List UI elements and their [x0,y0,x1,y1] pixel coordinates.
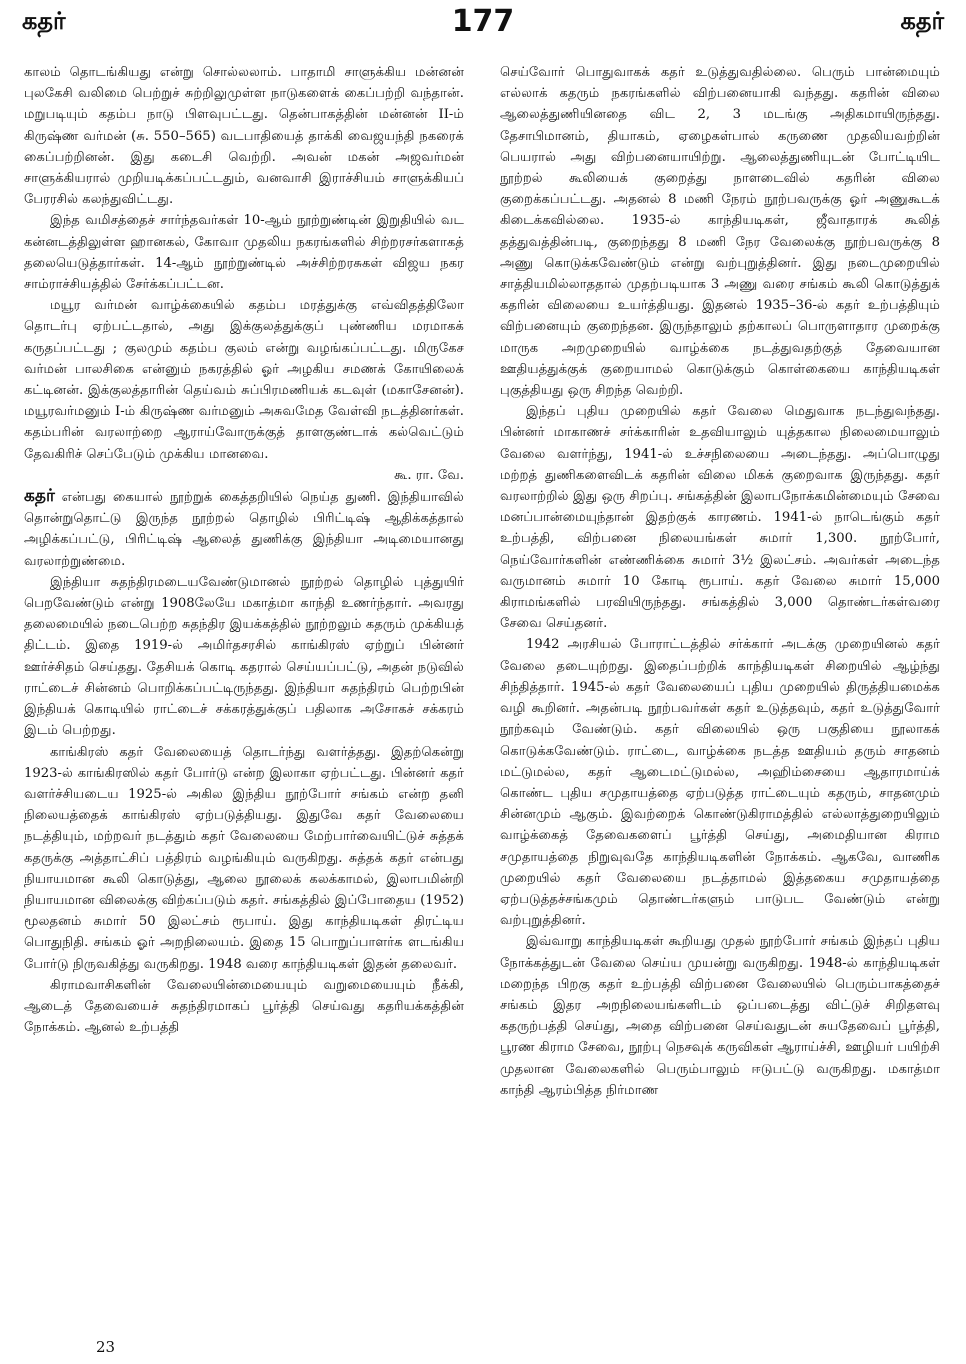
running-head-right: கதர் [900,6,944,35]
paragraph: 1942 அரசியல் போராட்டத்தில் சர்க்கார் அடக்கு முறையினல் கதர் வேலை தடையுற்றது. இதைப்பற்றிக் காந்தியடிகள் சிறையில் ஆழ்ந்து சிந்தித்தார். 1945-ல் கதர் வேலையைப் புதிய முறையில் திருத்தியமைக்க வழி கூறினர். அதன்படி நூற்பவர்கள் கதர் உடுத்தவும், கதர் உடுத்துவோர் நூற்கவும் வேண்டும். கதர் விலையில் ஒரு பகுதியை நூலாகக் கொடுக்கவேண்டும். ராட்டை, வாழ்க்கை நடத்த ஊதியம் தரும் சாதனம் மட்டுமல்ல, கதர் ஆடைமட்டுமல்ல, அஹிம்சையை ஆதாரமாய்க் கொண்ட புதிய சமுதாயத்தை ஏற்படுத்த ராட்டையும் கதரும், சாதனமும் சின்னமும் ஆகும். இவற்றைக் கொண்டுகிராமத்தில் எல்லாத்துறையிலும் வாழ்க்கைத் தேவைகளைப் பூர்த்தி செய்து, அமைதியான கிராம சமுதாயத்தை நிறுவுவதே காந்தியடிகளின் நோக்கம். ஆகவே, வாணிக முறையில் கதர் வேலையை நடத்தாமல் இத்தகைய சமுதாயத்தை ஏற்படுத்தச்சங்கமும் தொண்டர்களும் பாடுபட வேண்டும் என்று வற்புறுத்தினர். [500,637,940,929]
paragraph: மயூர வர்மன் வாழ்க்கையில் கதம்ப மரத்துக்கு எவ்விதத்திலோ தொடர்பு ஏற்பட்டதால், அது இக்குலத்துக்குப் புண்ணிய மரமாகக் கருதப்பட்டது ; குலமும் கதம்ப குலம் என்று வழங்கப்பட்டது. மிருகேச வர்மன் பாலசிகை என்னும் நகரத்தில் ஓர் அழகிய சமணக் கோயிலைக் கட்டினன். இக்குலத்தாரின் தெய்வம் சுப்பிரமணியக் கடவுள் (மகாசேனன்). மயூரவர்மனும் I-ம் கிருஷ்ண வர்மனும் அசுவமேத வேள்வி நடத்தினர்கள். கதம்பரின் வரலாற்றை ஆராய்வோருக்குத் தாளகுண்டாக் கல்வெட்டும் தேவகிரிச் செப்பேடும் முக்கிய மானவை. [24,298,464,462]
entry-paragraph [24,486,464,572]
entry-text: என்பது கையால் நூற்றுக் கைத்தறியில் நெய்த துணி. இந்தியாவில் தொன்றுதொட்டு இருந்த நூற்றல் தொழில் பிரிட்டிஷ் ஆதிக்கத்தால் அழிக்கப்பட்டு, பிரிட்டிஷ் ஆலைத் துணிக்கு இந்தியா அடிமையானது வரலாற்றுண்மை. [24,490,464,569]
paragraph: இந்தியா சுதந்திரமடையவேண்டுமானல் நூற்றல் தொழில் புத்துயிர் பெறவேண்டும் என்று 1908லேயே மகாத்மா காந்தி உணர்ந்தார். அவரது தலைமையில் நடைபெற்ற சுதந்திர இயக்கத்தில் நூற்றலும் கதரும் முக்கியத் திட்டம். இதை 1919-ல் அமிர்தசரசில் காங்கிரஸ் ஏற்றுப் பின்னர் ஊர்ச்சிதம் செய்தது. தேசியக் கொடி கதரால் செய்யப்பட்டு, அதன் நடுவில் ராட்டைச் சின்னம் பொறிக்கப்பட்டிருந்தது. இந்தியா சுதந்திரம் பெற்றபின் இந்தியக் கொடியில் ராட்டைச் சக்கரத்துக்குப் பதிலாக அசோகச் சக்கரம் இடம் பெற்றது. [24,574,464,739]
right-column [500,62,940,1330]
running-head-left: கதர் [22,6,66,35]
paragraph: கிராமவாசிகளின் வேலையின்மையையும் வறுமையையும் நீக்கி, ஆடைத் தேவையைச் சுதந்திரமாகப் பூர்த்தி செய்வது கதரியக்கத்தின் நோக்கம். ஆனல் உற்பத்தி [24,977,464,1036]
paragraph: இந்தப் புதிய முறையில் கதர் வேலை மெதுவாக நடந்துவந்தது. பின்னர் மாகாணச் சர்க்காரின் உதவியாலும் யுத்தகால நிலைமையாலும் வேலை வளர்ந்து, 1941-ல் உச்சநிலையை அடைந்தது. அப்பொழுது மற்றத் துணிகளைவிடக் கதரின் விலை மிகக் குறைவாக இருந்தது. கதர் வரலாற்றில் இது ஒரு சிறப்பு. சங்கத்தின் இலாபநோக்கமின்மையும் சேவை மனப்பான்மையுந்தான் இதற்குக் காரணம். 1941-ல் நாடெங்கும் கதர் உற்பத்தி, விற்பனை நிலையங்கள் சுமார் 1,300. நூற்போர், நெய்வோர்களின் எண்ணிக்கை சுமார் 3½ இலட்சம். அவர்கள் அடைந்த வருமானம் சுமார் 10 கோடி ரூபாய். கதர் வேலை சுமார் 15,000 கிராமங்களில் பரவியிருந்தது. சங்கத்தில் 3,000 தொண்டர்கள்வரை சேவை செய்தனர். [500,404,940,632]
paragraph: காலம் தொடங்கியது என்று சொல்லலாம். பாதாமி சாளுக்கிய மன்னன் புலகேசி வலிமை பெற்றுச் சுற்றிலுமுள்ள நாடுகளைக் கைப்பற்றி வந்தான். மறுபடியும் கதம்ப நாடு பிளவுபட்டது. தென்பாகத்தின் மன்னன் II-ம் கிருஷ்ண வர்மன் (சு. 550–565) வடபாதியைத் தாக்கி வைஜயந்தி நகரைக் கைப்பற்றினன். இது கடைசி வெற்றி. அவன் மகன் அஜவர்மன் சாளுக்கியரால் முறியடிக்கப்பட்டதும், வனவாசி இராச்சியம் சாளுக்கியப் பேரரசில் கலந்துவிட்டது. [24,65,464,208]
paragraph: இந்த வமிசத்தைச் சார்ந்தவர்கள் 10-ஆம் நூற்றுண்டின் இறுதியில் வட கன்னடத்திலுள்ள ஹானகல், கோவா முதலிய நகரங்களில் சிற்றரசர்களாகத் தலையெடுத்தார்கள். 14-ஆம் நூற்றுண்டில் அச்சிற்றரசுகள் விஜய நகர சாம்ராச்சியத்தில் சேர்க்கப்பட்டன. [24,213,464,293]
paragraph: இவ்வாறு காந்தியடிகள் கூறியது முதல் நூற்போர் சங்கம் இந்தப் புதிய நோக்கத்துடன் வேலை செய்ய முயன்று வருகிறது. 1948-ல் காந்தியடிகள் மறைந்த பிறகு கதர் உற்பத்தி விற்பனை வேலையில் பெரும்பாகத்தைச் சங்கம் இதர அறநிலையங்களிடம் ஒப்படைத்து விட்டுச் சிறிதளவு கதருற்பத்தி செய்து, அதை விற்பனை செய்வதுடன் சுயதேவைப் பூர்த்தி, பூரண கிராம சேவை, நூற்பு நெசவுக் கருவிகள் ஆராய்ச்சி, ஊழியர் பயிற்சி முதலான வேலைகளில் பெரும்பாலும் ஈடுபட்டு வருகிறது. மகாத்மா காந்தி ஆரம்பித்த நிர்மாண [500,934,940,1098]
paragraph: செய்வோர் பொதுவாகக் கதர் உடுத்துவதில்லை. பெரும் பான்மையும் எல்லாக் கதரும் நகரங்களில் விற்பனையாகி வந்தது. கதரின் விலை ஆலைத்துணியினதை விட 2, 3 மடங்கு அதிகமாயிருந்தது. தேசாபிமானம், தியாகம், ஏழைகள்பால் கருணை முதலியவற்றின் பெயரால் அது விற்பனையாயிற்று. ஆலைத்துணியுடன் போட்டியிட நூற்றல் கூலியைக் குறைத்து நாளடைவில் கதரின் விலை குறைக்கப்பட்டது. அதனல் 8 மணி நேரம் நூற்பவருக்கு ஓர் அணுகூடக் கிடைக்கவில்லை. 1935-ல் காந்தியடிகள், ஜீவாதாரக் கூலித் தத்துவத்தின்படி, குறைந்தது 8 மணி நேர வேலைக்கு நூற்பவருக்கு 8 அணு கொடுக்கவேண்டும் என்று வற்புறுத்தினர். இது நடைமுறையில் சாத்தியமில்லாததால் முதற்படியாக 3 அணு வரை சங்கம் கூலி கொடுத்துக் கதரின் விலையை உயர்த்தியது. இதனல் 1935–36-ல் கதர் உற்பத்தியும் விற்பனையும் குறைந்தன. இருந்தாலும் தற்காலப் பொருளாதார முறைக்கு மாருக அறமுறையில் வாழ்க்கை நடத்துவதற்குத் தேவையான ஊதியத்துக்குக் குறையாமல் கொடுக்கும் கொள்கையை காந்தியடிகள் புகுத்தியது ஒரு சிறந்த வெற்றி. [500,65,940,399]
entry-headword: கதர் [24,486,55,507]
page-number: 177 [451,4,515,39]
left-column [24,62,464,1330]
paragraph: காங்கிரஸ் கதர் வேலையைத் தொடர்ந்து வளர்த்தது. இதற்கென்று 1923-ல் காங்கிரஸில் கதர் போர்டு என்ற இலாகா ஏற்பட்டது. பின்னர் கதர் வளர்ச்சியடைய 1925-ல் அகில இந்திய நூற்போர் சங்கம் என்ற தனி நிலையத்தைக் காங்கிரஸ் ஏற்படுத்தியது. இதுவே கதர் வேலையை நடத்தியும், மற்றவர் நடத்தும் கதர் வேலையை மேற்பார்வையிட்டுச் சுத்தக் கதருக்கு அத்தாட்சிப் பத்திரம் வழங்கியும் வருகிறது. சுத்தக் கதர் என்பது நியாயமான கூலி கொடுத்து, ஆலை நூலைக் கலக்காமல், இலாபமின்றி நியாயமான விலைக்கு விற்கப்படும் கதர். சங்கத்தில் இப்போதைய (1952) மூலதனம் சுமார் 50 இலட்சம் ரூபாய். இது காந்தியடிகள் திரட்டிய பொதுநிதி. சங்கம் ஓர் அறநிலையம். இதை 15 பொறுப்பாளர்க ளடங்கிய போர்டு நிருவகித்து வருகிறது. 1948 வரை காந்தியடிகள் இதன் தலைவர். [24,744,464,972]
page-header [0,4,966,52]
signature-mark: 23 [96,1338,116,1356]
author-initials: கூ. ரா. வே. [394,467,464,483]
